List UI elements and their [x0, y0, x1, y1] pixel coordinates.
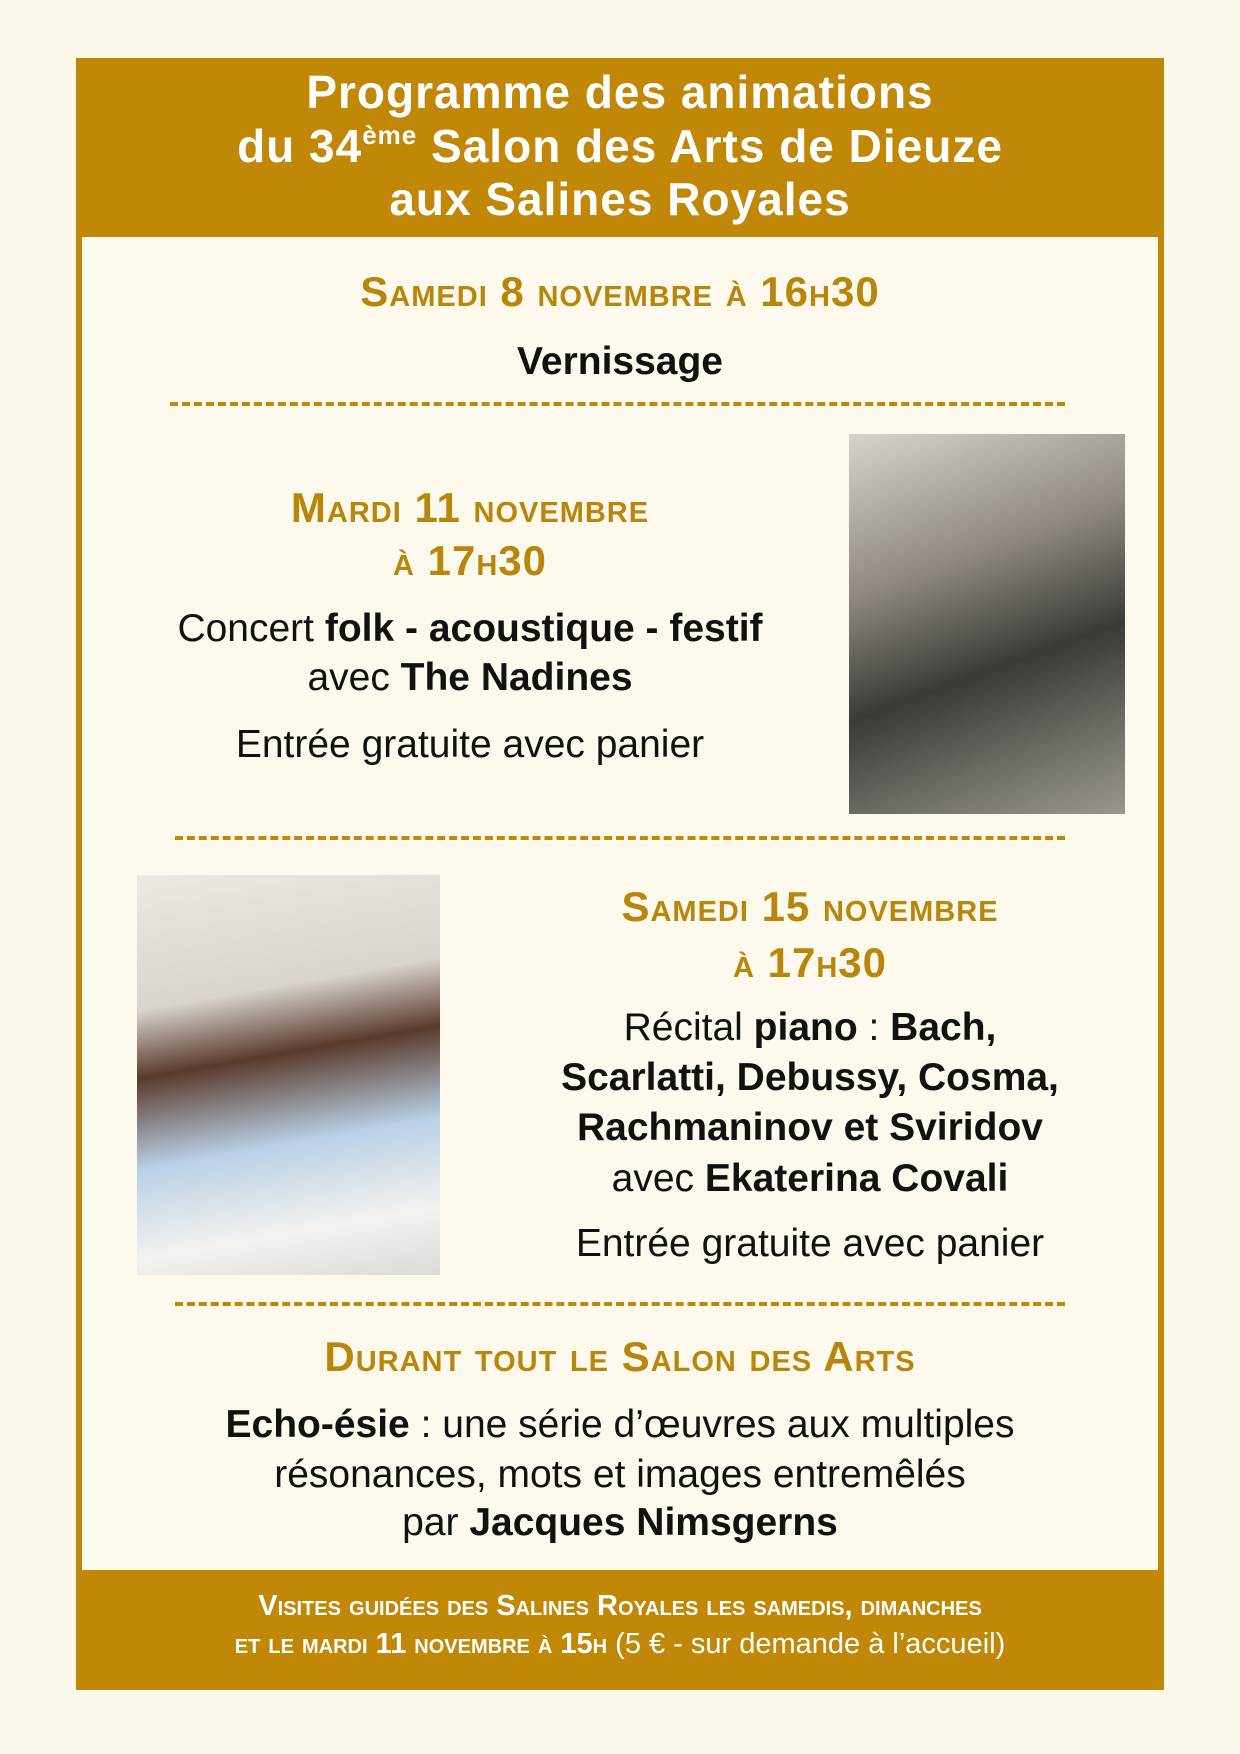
text-bold: Echo-ésie [225, 1403, 410, 1446]
divider [175, 1302, 1065, 1306]
event1-date: Samedi 8 novembre à 16h30 [360, 268, 880, 315]
header-title-line1: Programme des animations [306, 66, 934, 118]
event3-composers-line3: Rachmaninov et Sviridov [577, 1106, 1043, 1149]
event3-performer [460, 1157, 1160, 1201]
pianist-photo-ekaterina-covali [137, 875, 440, 1275]
text: : une série d’œuvres aux multiples [409, 1403, 1015, 1446]
text: avec [611, 1157, 705, 1200]
event3-description [460, 1006, 1160, 1050]
event2-description [82, 607, 858, 651]
header-title-line3: aux Salines Royales [389, 173, 851, 225]
text-bold: Jacques Nimsgerns [469, 1501, 838, 1544]
text-bold: piano [753, 1006, 858, 1049]
footer-line2 [76, 1628, 1164, 1661]
text: (5 € - sur demande à l’accueil) [607, 1628, 1006, 1660]
event3-entry: Entrée gratuite avec panier [575, 1222, 1045, 1265]
event4-line1 [82, 1403, 1158, 1447]
footer-line1: Visites guidées des Salines Royales les samedis, dimanches [258, 1590, 982, 1622]
event4-line3 [82, 1501, 1158, 1545]
title-text: du 34 [237, 120, 363, 172]
event3-composers-line2: Scarlatti, Debussy, Cosma, [561, 1056, 1059, 1099]
event2-performer [82, 656, 858, 700]
event1-title: Vernissage [517, 340, 723, 383]
text-bold: et le mardi 11 novembre à 15h [234, 1628, 608, 1660]
event2-date-line1: Mardi 11 novembre [290, 484, 650, 531]
text: par [402, 1501, 470, 1544]
event2-entry: Entrée gratuite avec panier [235, 723, 705, 766]
title-superscript: ème [362, 120, 418, 150]
text-bold: The Nadines [400, 656, 633, 699]
text: : [857, 1006, 891, 1049]
band-photo-the-nadines [849, 434, 1125, 814]
event4-date: Durant tout le Salon des Arts [324, 1333, 916, 1380]
header-title-line2 [76, 119, 1164, 173]
divider [175, 836, 1065, 840]
divider [170, 402, 1065, 406]
text: avec [307, 656, 401, 699]
text-bold: folk - acoustique - festif [324, 607, 763, 650]
event2-date-line2: à 17h30 [393, 537, 547, 584]
event3-date-line1: Samedi 15 novembre [621, 883, 999, 930]
text: Concert [177, 607, 325, 650]
title-text: Salon des Arts de Dieuze [417, 120, 1003, 172]
event4-line2: résonances, mots et images entremêlés [274, 1453, 966, 1496]
text-bold: Ekaterina Covali [704, 1157, 1009, 1200]
text-bold: Bach, [890, 1006, 997, 1049]
event3-date-line2: à 17h30 [733, 939, 887, 986]
text: Récital [623, 1006, 754, 1049]
